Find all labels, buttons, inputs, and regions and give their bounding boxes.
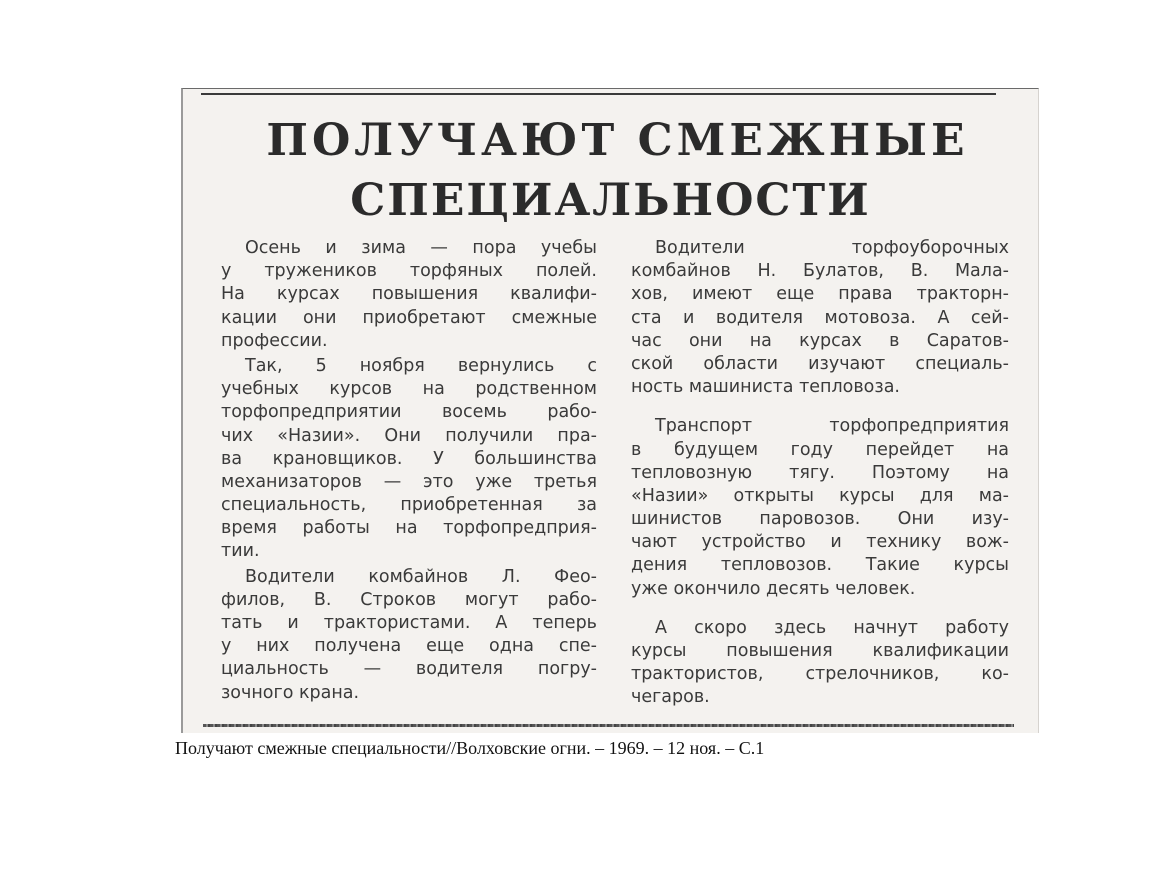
article-line: чегаров. (631, 687, 710, 708)
article-paragraph (221, 566, 597, 705)
article-line: час они на курсах в Саратов- (631, 330, 1009, 351)
article-line: ва крановщиков. У большинства (221, 448, 597, 469)
article-line: уже окончило десять человек. (631, 578, 916, 599)
article-line: Транспорт торфопредприятия (655, 416, 1009, 437)
article-line: чих «Назии». Они получили пра- (221, 425, 597, 446)
article-line: «Назии» открыты курсы для ма- (631, 485, 1009, 506)
article-line: время работы на торфопредприя- (221, 518, 597, 539)
article-line: ской области изучают специаль- (631, 353, 1009, 374)
article-paragraph (631, 237, 1009, 399)
article-line: профессии. (221, 330, 328, 351)
citation-caption: Получают смежные специальности//Волховские огни. – 1969. – 12 ноя. – С.1 (175, 738, 765, 758)
article-line: хов, имеют еще права тракторн- (631, 284, 1009, 305)
article-line: Так, 5 ноября вернулись с (245, 355, 597, 376)
newspaper-clipping (181, 88, 1039, 733)
article-line: Водители торфоуборочных (655, 238, 1009, 258)
article-line: филов, В. Строков могут рабо- (221, 589, 597, 610)
article-line: специальность, приобретенная за (221, 495, 597, 516)
article-line: шинистов паровозов. Они изу- (631, 509, 1009, 530)
article-line: учебных курсов на родственном (221, 379, 597, 400)
article-line: торфопредприятии восемь рабо- (221, 402, 597, 423)
article-line: у них получена еще одна спе- (221, 636, 597, 657)
article-paragraph (631, 415, 1009, 601)
article-line: ность машиниста тепловоза. (631, 377, 900, 398)
article-paragraph (631, 617, 1009, 710)
article-line: комбайнов Н. Булатов, В. Мала- (631, 261, 1009, 282)
top-rule (201, 93, 996, 95)
article-line: тии. (221, 541, 260, 562)
article-paragraph (221, 355, 597, 564)
article-line: ста и водителя мотовоза. А сей- (631, 307, 1009, 328)
article-line: Осень и зима — пора учебы (245, 238, 597, 258)
article-line: А скоро здесь начнут работу (655, 617, 1009, 638)
article-line: трактористов, стрелочников, ко- (631, 664, 1009, 685)
article-line: чают устройство и технику вож- (631, 532, 1009, 553)
article-line: механизаторов — это уже третья (221, 471, 597, 492)
bottom-rule (203, 724, 1014, 727)
article-line: тать и трактористами. А теперь (221, 613, 597, 633)
article-line: зочного крана. (221, 682, 360, 703)
article-line: курсы повышения квалификации (631, 641, 1009, 661)
article-line: в будущем году перейдет на (631, 439, 1009, 460)
article-paragraph (221, 237, 597, 353)
article-line: тепловозную тягу. Поэтому на (631, 462, 1009, 483)
article-line: у тружеников торфяных полей. (221, 261, 597, 282)
headline-line-1: ПОЛУЧАЮТ СМЕЖНЫЕ (266, 115, 969, 166)
article-line: На курсах повышения квалифи- (221, 284, 597, 305)
article-line: Водители комбайнов Л. Фео- (245, 566, 597, 587)
article-column-right (631, 237, 1009, 710)
article-line: циальность — водителя погру- (221, 659, 597, 680)
headline-line-2: СПЕЦИАЛЬНОСТИ (350, 175, 871, 226)
article-line: дения тепловозов. Такие курсы (631, 555, 1009, 576)
article-column-left (221, 237, 597, 705)
article-line: кации они приобретают смежные (221, 307, 597, 328)
